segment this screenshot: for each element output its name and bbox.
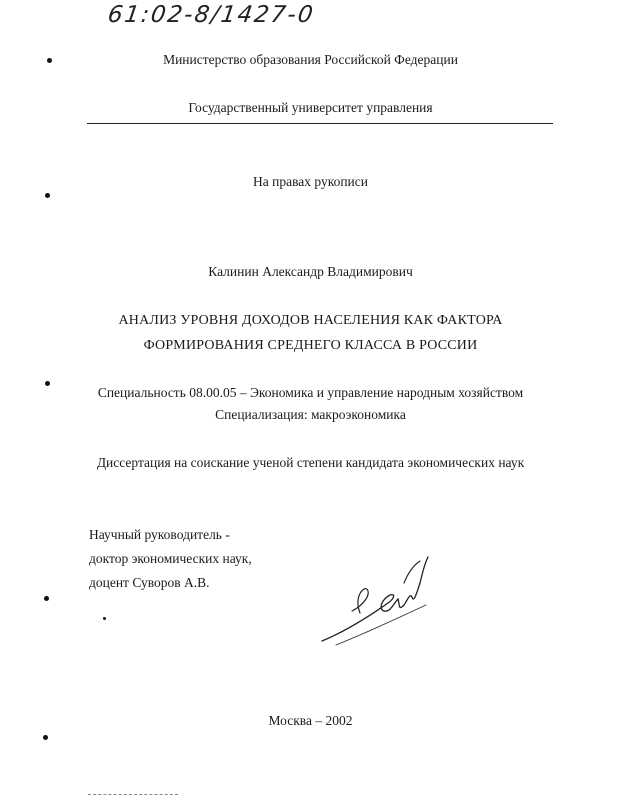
manuscript-note: На правах рукописи — [252, 174, 368, 189]
specialty-line: Специальность 08.00.05 – Экономика и управление народным хозяйством — [97, 385, 524, 400]
city-and-year: Москва – 2002 — [268, 713, 353, 728]
thesis-title-line-2: ФОРМИРОВАНИЯ СРЕДНЕГО КЛАССА В РОССИИ — [143, 338, 478, 353]
scan-edge-mark — [88, 794, 178, 795]
ministry-name: Министерство образования Российской Федерации — [163, 52, 458, 67]
binding-hole-mark — [45, 381, 50, 386]
specialization-line: Специализация: макроэкономика — [215, 407, 406, 422]
thesis-title-line-1: АНАЛИЗ УРОВНЯ ДОХОДОВ НАСЕЛЕНИЯ КАК ФАКТОРА — [118, 313, 503, 328]
scan-speck — [103, 617, 106, 620]
header-divider — [87, 123, 553, 124]
author-name: Калинин Александр Владимирович — [208, 264, 413, 279]
supervisor-line-3: доцент Суворов А.В. — [89, 575, 210, 590]
binding-hole-mark — [47, 58, 52, 63]
supervisor-line-2: доктор экономических наук, — [89, 551, 252, 566]
university-name: Государственный университет управления — [188, 100, 433, 115]
dissertation-statement: Диссертация на соискание ученой степени кандидата экономических наук — [96, 455, 525, 470]
binding-hole-mark — [43, 735, 48, 740]
binding-hole-mark — [44, 596, 49, 601]
binding-hole-mark — [45, 193, 50, 198]
supervisor-signature — [316, 553, 436, 648]
supervisor-line-1: Научный руководитель - — [89, 527, 230, 542]
handwritten-catalog-code: 61:02-8/1427-0 — [106, 2, 317, 28]
